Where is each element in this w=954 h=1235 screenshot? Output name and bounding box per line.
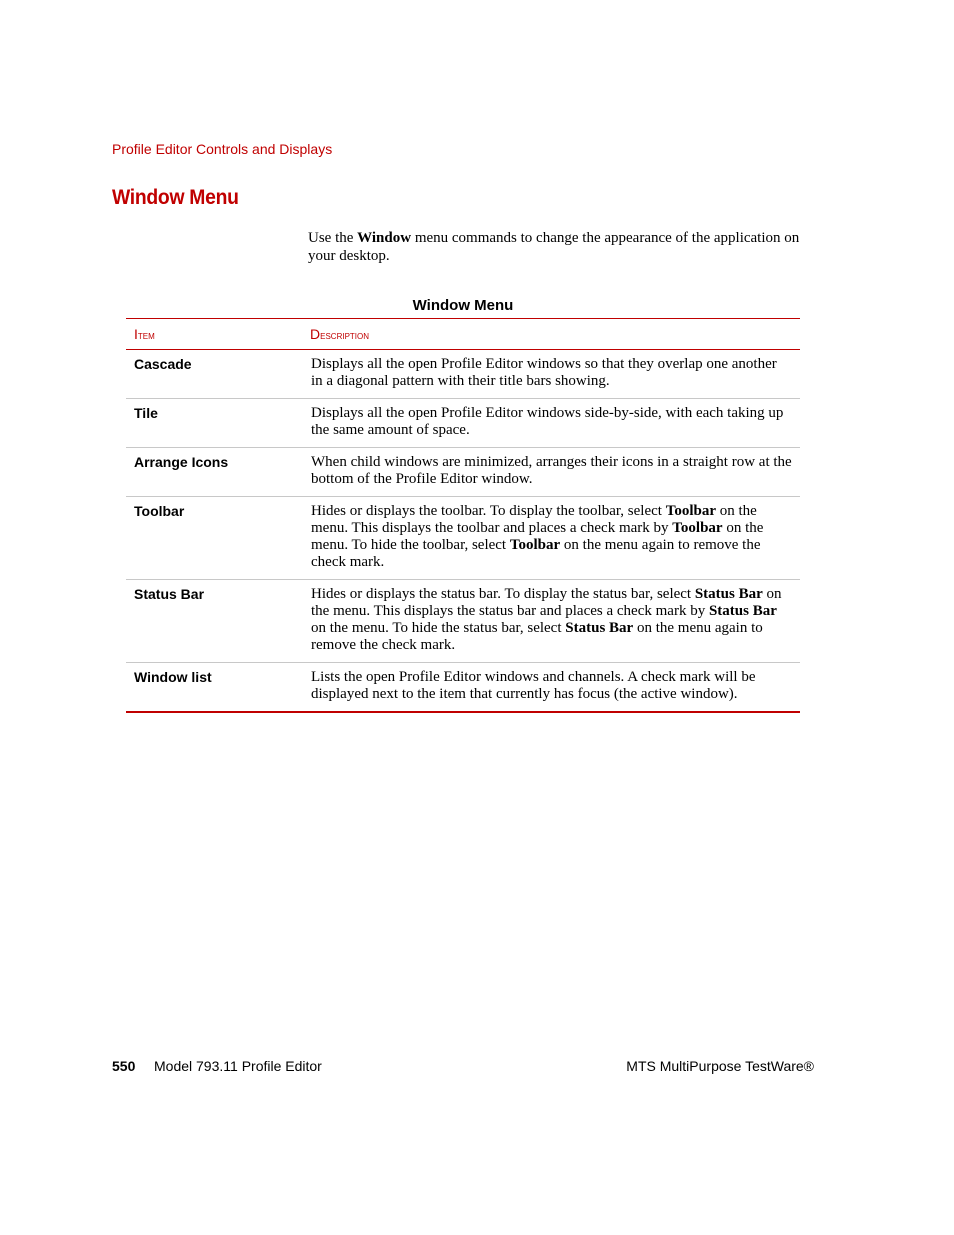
description-text: Hides or displays the status bar. To display the status bar, select bbox=[311, 586, 695, 602]
intro-text-after: menu commands to change the appearance of the application on your desktop. bbox=[308, 230, 800, 264]
description-text: on the menu again to remove the check mark. bbox=[311, 537, 761, 570]
section-title: Window Menu bbox=[112, 186, 239, 209]
description-bold-term: Toolbar bbox=[665, 503, 716, 519]
description-text: on the menu. To hide the toolbar, select bbox=[311, 520, 764, 553]
menu-item-description bbox=[302, 497, 800, 580]
menu-item-name: Cascade bbox=[126, 350, 302, 399]
description-bold-term: Toolbar bbox=[509, 537, 561, 553]
menu-item-name: Status Bar bbox=[126, 580, 302, 663]
footer-model: Model 793.11 Profile Editor bbox=[154, 1058, 322, 1074]
menu-item-description bbox=[302, 350, 800, 399]
intro-text-bold: Window bbox=[357, 230, 412, 246]
description-bold-term: Status Bar bbox=[565, 620, 634, 636]
menu-item-name: Window list bbox=[126, 663, 302, 713]
description-text: Displays all the open Profile Editor windows so that they overlap one another in a diagonal pattern with their title bars showing. bbox=[311, 356, 777, 389]
table-body bbox=[126, 350, 800, 713]
description-text: Displays all the open Profile Editor windows side-by-side, with each taking up the same amount of space. bbox=[311, 405, 784, 438]
table-row bbox=[126, 399, 800, 448]
menu-item-name: Arrange Icons bbox=[126, 448, 302, 497]
window-menu-table bbox=[126, 318, 800, 713]
description-text: on the menu. This displays the status bar and places a check mark by bbox=[311, 586, 782, 619]
description-bold-term: Toolbar bbox=[672, 520, 723, 536]
column-header-item: Item bbox=[126, 319, 302, 350]
table-row bbox=[126, 448, 800, 497]
footer-page-number: 550 bbox=[112, 1058, 136, 1074]
table-row bbox=[126, 580, 800, 663]
footer-product: MTS MultiPurpose TestWare® bbox=[626, 1058, 814, 1074]
table-header-row bbox=[126, 319, 800, 350]
menu-item-description bbox=[302, 399, 800, 448]
description-text: on the menu. To hide the status bar, select bbox=[311, 620, 566, 636]
table-row bbox=[126, 663, 800, 713]
menu-item-name: Tile bbox=[126, 399, 302, 448]
description-text: on the menu. This displays the toolbar and places a check mark by bbox=[311, 503, 757, 536]
description-bold-term: Status Bar bbox=[694, 586, 763, 602]
menu-item-description bbox=[302, 580, 800, 663]
column-header-description: Description bbox=[302, 319, 800, 350]
description-bold-term: Status Bar bbox=[708, 603, 777, 619]
running-head: Profile Editor Controls and Displays bbox=[112, 141, 333, 157]
menu-item-description bbox=[302, 663, 800, 713]
description-text: When child windows are minimized, arranges their icons in a straight row at the bottom of the Profile Editor window. bbox=[311, 454, 792, 487]
intro-text-before: Use the bbox=[308, 230, 358, 246]
menu-item-name: Toolbar bbox=[126, 497, 302, 580]
menu-item-description bbox=[302, 448, 800, 497]
description-text: Lists the open Profile Editor windows and channels. A check mark will be displayed next to the item that currently has focus (the active window). bbox=[311, 669, 756, 702]
description-text: Hides or displays the toolbar. To display the toolbar, select bbox=[311, 503, 666, 519]
table-caption: Window Menu bbox=[412, 297, 514, 314]
description-text: on the menu again to remove the check mark. bbox=[311, 620, 763, 653]
intro-paragraph bbox=[308, 229, 808, 265]
table-row bbox=[126, 350, 800, 399]
table-row bbox=[126, 497, 800, 580]
